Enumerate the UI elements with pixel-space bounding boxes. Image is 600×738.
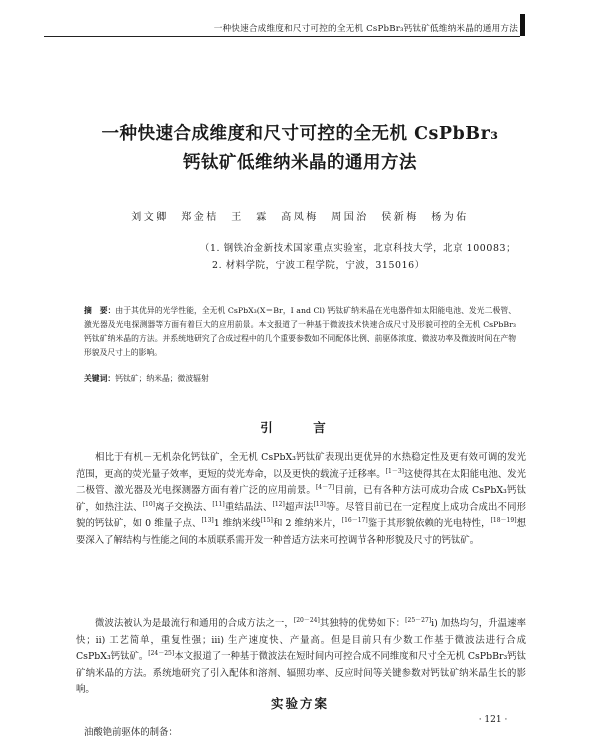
citation: [1－3] — [385, 467, 404, 475]
text-run: 和 2 维纳米片， — [272, 518, 342, 530]
text-run: i) 加热均匀，升温速率快；ii) 工艺简单，重复性强；iii) 生产速度快、产量高。但是目前只有少数工作基于微波法进行合成 CsPbX₃钙钛矿。 — [76, 618, 526, 663]
citation: [4－7] — [315, 484, 335, 492]
citation: [11] — [212, 500, 225, 508]
header-rule — [44, 36, 520, 37]
text-run: 相比于有机－无机杂化钙钛矿，全无机 CsPbX₃钙钛矿表现出更优异的水热稳定性及更有效可调的发光范围，更高的荧光量子效率，更短的荧光寿命，以及更快的载流子迁移率。 — [76, 452, 526, 480]
author-list: 刘文卿 郑金桔 王 霖 高凤梅 周国治 侯新梅 杨为佑 — [131, 212, 469, 223]
section-heading-experiment: 实验方案 — [270, 696, 329, 711]
text-run: 其独特的优势如下： — [319, 618, 406, 629]
citation: [18－19] — [490, 517, 517, 525]
affiliation-2: 2. 材料学院，宁波工程学院，宁波，315016） — [212, 260, 425, 271]
page-edge-mark — [520, 14, 525, 36]
citation: [24－25] — [148, 650, 175, 658]
text-run: 想要深入了解结构与性能之间的本质联系需开发一种普适方法来可控调节各种形貌及尺寸的钙钛矿。 — [76, 518, 526, 546]
affiliation-1: （1. 钢铁冶金新技术国家重点实验室，北京科技大学，北京 100083； — [200, 243, 517, 254]
text-run: 超声法 — [284, 501, 314, 513]
keywords-text: 钙钛矿；纳米晶；微波辐射 — [115, 374, 209, 383]
paper-title-line-1: 一种快速合成维度和尺寸可控的全无机 CsPbBr₃ — [101, 124, 499, 144]
keywords-label: 关键词： — [84, 374, 116, 383]
citation: [13] — [313, 500, 326, 508]
citation: [20－24] — [293, 616, 320, 624]
text-run: 1 维纳米线 — [213, 518, 261, 530]
citation: [25－27] — [405, 616, 432, 624]
citation: [12] — [272, 500, 285, 508]
citation: [15] — [260, 517, 273, 525]
abstract — [84, 304, 516, 360]
text-run: 重结晶法、 — [224, 501, 273, 513]
text-run: 微波法被认为是最流行和通用的合成方法之一， — [95, 618, 294, 629]
subsection-label: 油酸铯前驱体的制备： — [84, 727, 178, 738]
affiliations — [200, 240, 520, 274]
text-run: 目前，已有各种方法可成功合成 CsPbX₃钙钛矿，如热注法、 — [76, 485, 526, 513]
paper-title — [40, 120, 560, 178]
text-run: 本文报道了一种基于微波法在短时间内可控合成不同维度和尺寸全无机 CsPbBr₃钙钛矿纳米晶的方法。系统地研究了引入配体和溶剂、辐照功率、反应时间等关键参数对钙钛矿纳米晶生长的影响。 — [76, 651, 526, 696]
running-head: 一种快速合成维度和尺寸可控的全无机 CsPbBr₃钙钛矿低维纳米晶的通用方法 — [213, 24, 518, 34]
text-run: 这使得其在太阳能电池、发光二极管、激光器及光电探测器方面有着广泛的应用前景。 — [76, 468, 526, 497]
intro-paragraph-2 — [76, 616, 526, 699]
text-run: 离子交换法、 — [155, 501, 213, 513]
citation: [10] — [142, 500, 156, 508]
page-number: · 121 · — [478, 715, 508, 725]
citation: [16－17] — [341, 517, 368, 525]
keywords — [84, 372, 516, 386]
paper-title-line-2: 钙钛矿低维纳米晶的通用方法 — [183, 153, 417, 173]
citation: [13] — [201, 517, 214, 525]
text-run: 等。尽管目前已在一定程度上成功合成出不同形貌的钙钛矿，如 0 维量子点、 — [76, 501, 526, 530]
abstract-text: 由于其优异的光学性能，全无机 CsPbX₃(X＝Br，I and Cl) 钙钛矿纳米晶在光电器件如太阳能电池、发光二极管、激光器及光电探测器等方面有着巨大的应用前景。本文报道了一种基于微波技术快速合成尺寸及形貌可控的全无机 CsPbBr₃钙钛矿纳米晶的方法。并系统地研究了合成过程中的几个重要参数如不同配体比例、前驱体浓度、微波功率及微波时间在产物形貌及尺寸上的影响。 — [84, 306, 516, 357]
section-heading-introduction: 引 言 — [260, 420, 340, 435]
text-run: 鉴于其形貌依赖的光电特性， — [367, 518, 491, 530]
intro-paragraph-1 — [76, 450, 526, 550]
abstract-label: 摘 要： — [84, 306, 116, 315]
